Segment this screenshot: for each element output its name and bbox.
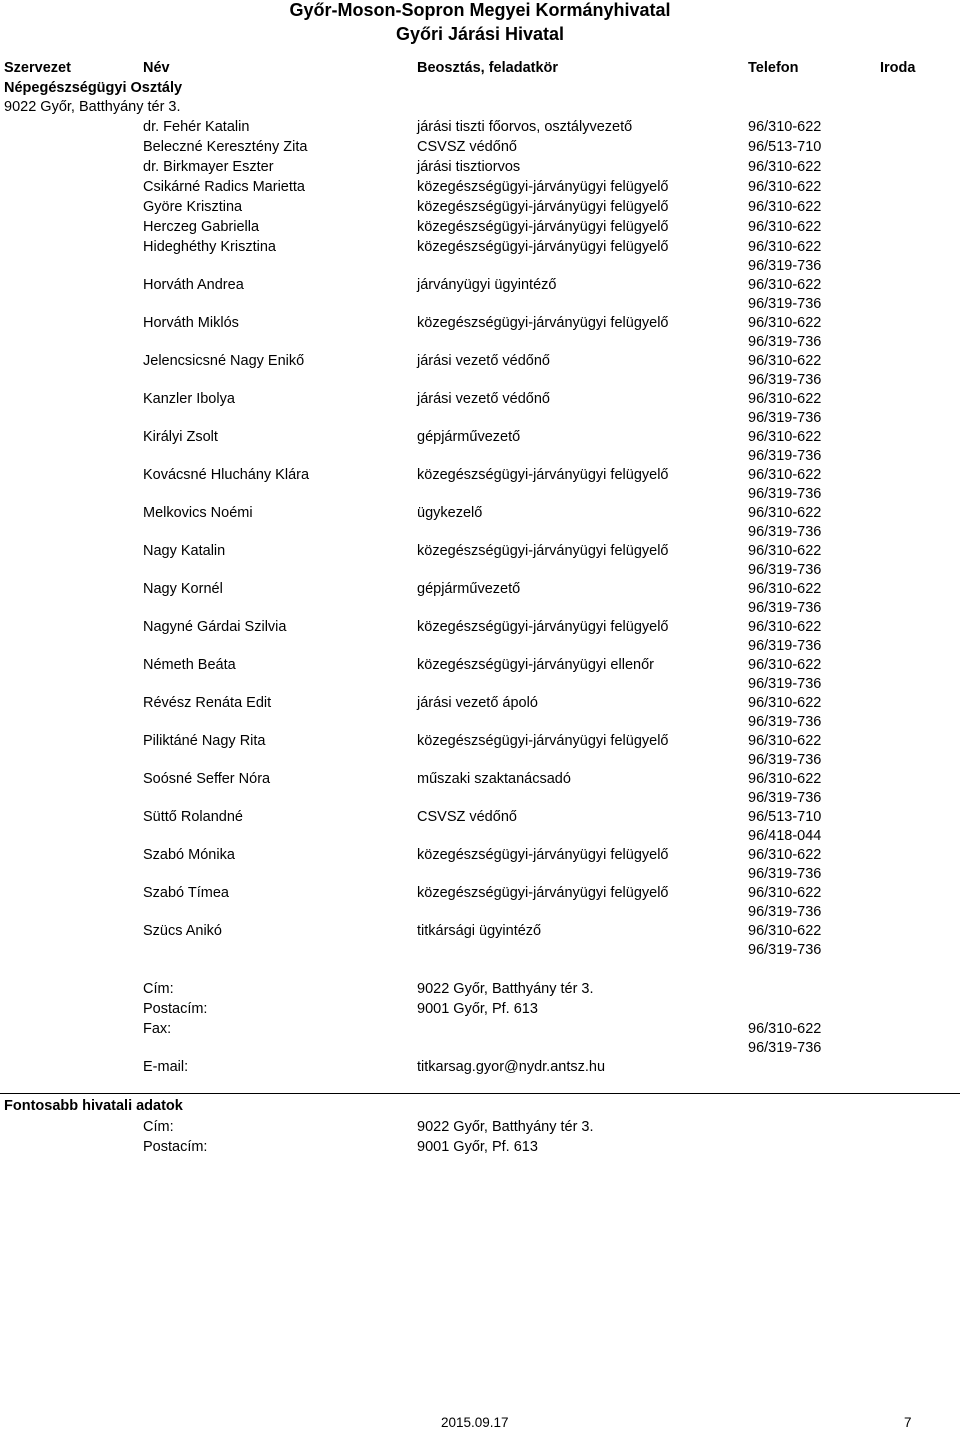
staff-name: dr. Birkmayer Eszter bbox=[143, 159, 274, 175]
phone-number: 96/319-736 bbox=[748, 372, 822, 388]
phone-number: 96/319-736 bbox=[748, 410, 822, 426]
staff-phones bbox=[748, 390, 821, 428]
staff-name: Horváth Miklós bbox=[143, 315, 239, 331]
staff-row bbox=[0, 138, 960, 158]
phone-number: 96/310-622 bbox=[748, 315, 822, 331]
staff-phones bbox=[748, 218, 821, 237]
staff-row bbox=[0, 580, 960, 618]
staff-phones bbox=[748, 158, 821, 177]
department-name: Népegészségügyi Osztály bbox=[4, 80, 183, 96]
staff-name: Hideghéthy Krisztina bbox=[143, 239, 276, 255]
fax-number: 96/310-622 bbox=[748, 1021, 822, 1037]
staff-phones bbox=[748, 656, 821, 694]
staff-phones bbox=[748, 118, 821, 137]
staff-name: Szücs Anikó bbox=[143, 923, 222, 939]
staff-row bbox=[0, 428, 960, 466]
column-header-name: Név bbox=[143, 60, 170, 76]
email-label: E-mail: bbox=[143, 1059, 189, 1075]
important-address-label: Cím: bbox=[143, 1119, 174, 1135]
staff-row bbox=[0, 542, 960, 580]
staff-name: Süttő Rolandné bbox=[143, 809, 243, 825]
staff-phones bbox=[748, 618, 821, 656]
staff-phones bbox=[748, 238, 821, 276]
phone-number: 96/319-736 bbox=[748, 904, 822, 920]
fax-number: 96/319-736 bbox=[748, 1040, 822, 1056]
staff-phones bbox=[748, 276, 821, 314]
staff-name: Csikárné Radics Marietta bbox=[143, 179, 305, 195]
staff-position: járványügyi ügyintéző bbox=[417, 277, 557, 293]
staff-name: Nagyné Gárdai Szilvia bbox=[143, 619, 287, 635]
phone-number: 96/310-622 bbox=[748, 847, 822, 863]
phone-number: 96/319-736 bbox=[748, 296, 822, 312]
column-header-position: Beosztás, feladatkör bbox=[417, 60, 559, 76]
staff-position: közegészségügyi-járványügyi felügyelő bbox=[417, 885, 669, 901]
staff-name: Szabó Tímea bbox=[143, 885, 229, 901]
column-header-office: Iroda bbox=[880, 60, 916, 76]
staff-position: közegészségügyi-járványügyi felügyelő bbox=[417, 543, 669, 559]
staff-name: Nagy Katalin bbox=[143, 543, 226, 559]
staff-row bbox=[0, 238, 960, 276]
postal-value: 9001 Győr, Pf. 613 bbox=[417, 1001, 538, 1017]
phone-number: 96/319-736 bbox=[748, 524, 822, 540]
phone-number: 96/310-622 bbox=[748, 159, 822, 175]
staff-name: Királyi Zsolt bbox=[143, 429, 218, 445]
staff-phones bbox=[748, 580, 821, 618]
phone-number: 96/310-622 bbox=[748, 923, 822, 939]
staff-name: Györe Krisztina bbox=[143, 199, 243, 215]
phone-number: 96/319-736 bbox=[748, 714, 822, 730]
staff-position: közegészségügyi-járványügyi felügyelő bbox=[417, 733, 669, 749]
phone-number: 96/310-622 bbox=[748, 199, 822, 215]
staff-name: Beleczné Keresztény Zita bbox=[143, 139, 308, 155]
staff-row bbox=[0, 846, 960, 884]
staff-position: járási vezető ápoló bbox=[417, 695, 538, 711]
phone-number: 96/513-710 bbox=[748, 809, 822, 825]
fax-label: Fax: bbox=[143, 1021, 172, 1037]
staff-position: közegészségügyi-járványügyi ellenőr bbox=[417, 657, 654, 673]
staff-phones bbox=[748, 694, 821, 732]
staff-row bbox=[0, 158, 960, 178]
staff-row bbox=[0, 732, 960, 770]
staff-phones bbox=[748, 314, 821, 352]
phone-number: 96/310-622 bbox=[748, 771, 822, 787]
staff-row bbox=[0, 466, 960, 504]
phone-number: 96/310-622 bbox=[748, 505, 822, 521]
staff-row bbox=[0, 198, 960, 218]
staff-position: műszaki szaktanácsadó bbox=[417, 771, 571, 787]
staff-name: Jelencsicsné Nagy Enikő bbox=[143, 353, 305, 369]
staff-phones bbox=[748, 428, 821, 466]
staff-name: Melkovics Noémi bbox=[143, 505, 253, 521]
staff-list bbox=[0, 118, 960, 960]
staff-position: közegészségügyi-járványügyi felügyelő bbox=[417, 315, 669, 331]
staff-position: CSVSZ védőnő bbox=[417, 139, 517, 155]
staff-name: Horváth Andrea bbox=[143, 277, 244, 293]
staff-name: Kanzler Ibolya bbox=[143, 391, 235, 407]
staff-position: gépjárművezető bbox=[417, 581, 521, 597]
address-label: Cím: bbox=[143, 981, 174, 997]
staff-phones bbox=[748, 352, 821, 390]
staff-row bbox=[0, 656, 960, 694]
staff-position: közegészségügyi-járványügyi felügyelő bbox=[417, 239, 669, 255]
phone-number: 96/310-622 bbox=[748, 619, 822, 635]
staff-name: Kovácsné Hluchány Klára bbox=[143, 467, 310, 483]
phone-number: 96/319-736 bbox=[748, 752, 822, 768]
staff-position: járási tisztiorvos bbox=[417, 159, 521, 175]
staff-position: közegészségügyi-járványügyi felügyelő bbox=[417, 199, 669, 215]
staff-row bbox=[0, 276, 960, 314]
staff-phones bbox=[748, 178, 821, 197]
staff-row bbox=[0, 352, 960, 390]
staff-phones bbox=[748, 504, 821, 542]
staff-position: titkársági ügyintéző bbox=[417, 923, 542, 939]
postal-label: Postacím: bbox=[143, 1001, 208, 1017]
phone-number: 96/310-622 bbox=[748, 353, 822, 369]
staff-row bbox=[0, 218, 960, 238]
staff-position: közegészségügyi-járványügyi felügyelő bbox=[417, 467, 669, 483]
phone-number: 96/310-622 bbox=[748, 885, 822, 901]
staff-row bbox=[0, 808, 960, 846]
phone-number: 96/310-622 bbox=[748, 657, 822, 673]
staff-row bbox=[0, 118, 960, 138]
phone-number: 96/319-736 bbox=[748, 676, 822, 692]
staff-position: gépjárművezető bbox=[417, 429, 521, 445]
column-header-phone: Telefon bbox=[748, 60, 799, 76]
important-address-value: 9022 Győr, Batthyány tér 3. bbox=[417, 1119, 594, 1135]
staff-position: járási vezető védőnő bbox=[417, 353, 550, 369]
staff-position: közegészségügyi-járványügyi felügyelő bbox=[417, 179, 669, 195]
important-postal-value: 9001 Győr, Pf. 613 bbox=[417, 1139, 538, 1155]
phone-number: 96/310-622 bbox=[748, 239, 822, 255]
phone-number: 96/310-622 bbox=[748, 179, 822, 195]
staff-phones bbox=[748, 732, 821, 770]
staff-position: CSVSZ védőnő bbox=[417, 809, 517, 825]
footer-date: 2015.09.17 bbox=[441, 1415, 509, 1430]
staff-name: Herczeg Gabriella bbox=[143, 219, 260, 235]
phone-number: 96/310-622 bbox=[748, 219, 822, 235]
staff-name: Piliktáné Nagy Rita bbox=[143, 733, 266, 749]
phone-number: 96/319-736 bbox=[748, 334, 822, 350]
phone-number: 96/319-736 bbox=[748, 562, 822, 578]
staff-row bbox=[0, 884, 960, 922]
phone-number: 96/310-622 bbox=[748, 467, 822, 483]
column-header-org: Szervezet bbox=[4, 60, 71, 76]
phone-number: 96/319-736 bbox=[748, 942, 822, 958]
staff-row bbox=[0, 390, 960, 428]
staff-name: Soósné Seffer Nóra bbox=[143, 771, 271, 787]
phone-number: 96/310-622 bbox=[748, 277, 822, 293]
department-address: 9022 Győr, Batthyány tér 3. bbox=[4, 99, 181, 115]
staff-phones bbox=[748, 466, 821, 504]
staff-row bbox=[0, 922, 960, 960]
phone-number: 96/310-622 bbox=[748, 119, 822, 135]
staff-row bbox=[0, 618, 960, 656]
staff-row bbox=[0, 178, 960, 198]
staff-row bbox=[0, 504, 960, 542]
phone-number: 96/310-622 bbox=[748, 733, 822, 749]
phone-number: 96/310-622 bbox=[748, 695, 822, 711]
phone-number: 96/513-710 bbox=[748, 139, 822, 155]
phone-number: 96/310-622 bbox=[748, 581, 822, 597]
staff-position: járási tiszti főorvos, osztályvezető bbox=[417, 119, 633, 135]
section-divider bbox=[0, 1093, 960, 1094]
title-district: Győri Járási Hivatal bbox=[395, 24, 565, 44]
page-number: 7 bbox=[904, 1415, 912, 1430]
phone-number: 96/319-736 bbox=[748, 258, 822, 274]
staff-row bbox=[0, 314, 960, 352]
phone-number: 96/310-622 bbox=[748, 391, 822, 407]
staff-name: dr. Fehér Katalin bbox=[143, 119, 250, 135]
staff-row bbox=[0, 694, 960, 732]
address-value: 9022 Győr, Batthyány tér 3. bbox=[417, 981, 594, 997]
phone-number: 96/418-044 bbox=[748, 828, 822, 844]
important-postal-label: Postacím: bbox=[143, 1139, 208, 1155]
staff-position: közegészségügyi-járványügyi felügyelő bbox=[417, 847, 669, 863]
phone-number: 96/319-736 bbox=[748, 866, 822, 882]
staff-phones bbox=[748, 884, 821, 922]
title-office: Győr-Moson-Sopron Megyei Kormányhivatal bbox=[289, 0, 671, 20]
staff-phones bbox=[748, 138, 821, 157]
staff-name: Szabó Mónika bbox=[143, 847, 235, 863]
staff-phones bbox=[748, 542, 821, 580]
phone-number: 96/319-736 bbox=[748, 448, 822, 464]
staff-position: járási vezető védőnő bbox=[417, 391, 550, 407]
staff-phones bbox=[748, 808, 821, 846]
staff-name: Nagy Kornél bbox=[143, 581, 223, 597]
phone-number: 96/319-736 bbox=[748, 638, 822, 654]
staff-phones bbox=[748, 198, 821, 217]
important-data-title: Fontosabb hivatali adatok bbox=[4, 1098, 183, 1114]
staff-phones bbox=[748, 846, 821, 884]
staff-position: közegészségügyi-járványügyi felügyelő bbox=[417, 219, 669, 235]
staff-row bbox=[0, 770, 960, 808]
phone-number: 96/319-736 bbox=[748, 790, 822, 806]
phone-number: 96/319-736 bbox=[748, 600, 822, 616]
phone-number: 96/310-622 bbox=[748, 543, 822, 559]
staff-position: ügykezelő bbox=[417, 505, 483, 521]
staff-phones bbox=[748, 922, 821, 960]
phone-number: 96/319-736 bbox=[748, 486, 822, 502]
staff-name: Révész Renáta Edit bbox=[143, 695, 272, 711]
phone-number: 96/310-622 bbox=[748, 429, 822, 445]
staff-position: közegészségügyi-járványügyi felügyelő bbox=[417, 619, 669, 635]
email-link[interactable]: titkarsag.gyor@nydr.antsz.hu bbox=[417, 1059, 606, 1075]
staff-phones bbox=[748, 770, 821, 808]
staff-name: Németh Beáta bbox=[143, 657, 236, 673]
